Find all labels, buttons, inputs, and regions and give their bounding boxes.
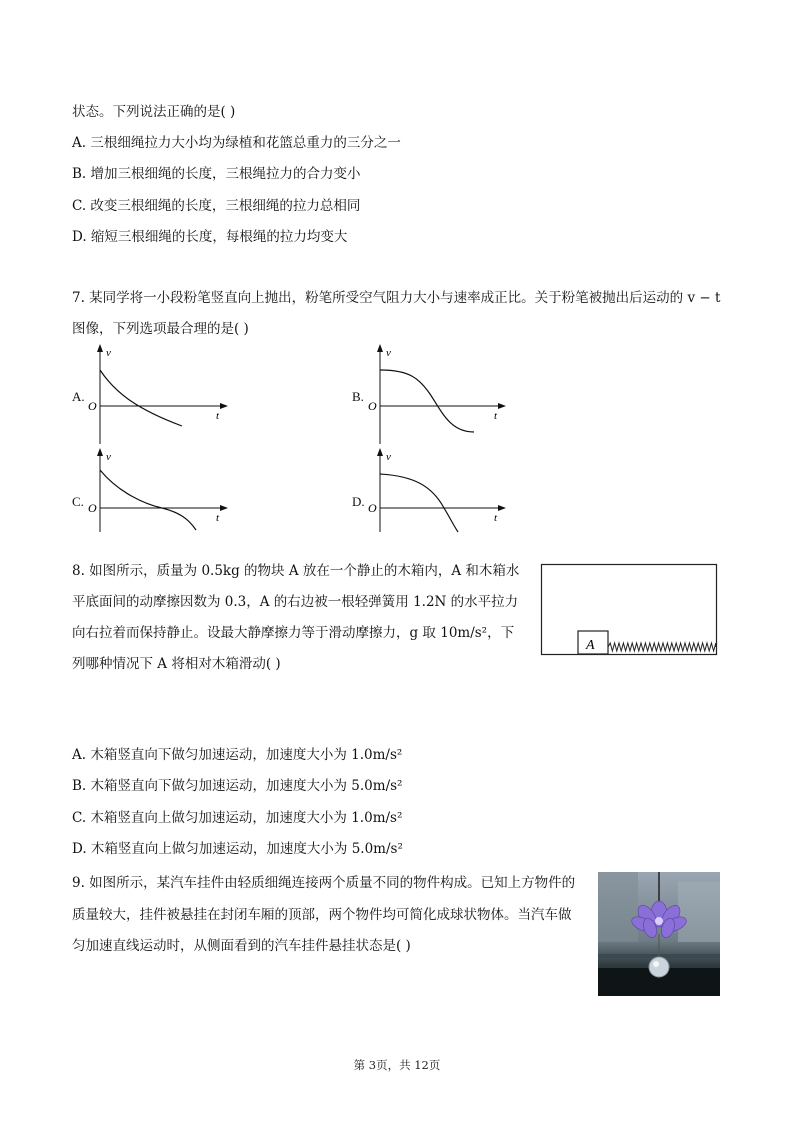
q7-stem-line1: 7. 某同学将一小段粉笔竖直向上抛出，粉笔所受空气阻力大小与速率成正比。关于粉笔被抛出后运动的 v − t	[72, 290, 721, 306]
q8-option-a: A. 木箱竖直向下做匀加速运动，加速度大小为 1.0m/s²	[72, 747, 403, 763]
q7-graph-a-v-label: v	[106, 347, 111, 359]
q7-graph-d-t-label: t	[494, 512, 498, 524]
q7-graph-b	[364, 342, 514, 447]
q6-stem-tail: 状态。下列说法正确的是( )	[72, 104, 236, 120]
q6-option-c: C. 改变三根细绳的长度，三根细绳的拉力总相同	[72, 198, 361, 214]
q8-box-figure	[540, 563, 720, 658]
q7-graph-c-curve	[100, 470, 196, 530]
q7-graph-c	[84, 446, 234, 534]
spring	[608, 643, 716, 651]
q7-graph-d-v-label: v	[386, 451, 391, 463]
q9-stem-line3: 匀加速直线运动时，从侧面看到的汽车挂件悬挂状态是( )	[72, 938, 411, 954]
q7-graph-b-v-label: v	[386, 347, 391, 359]
q7-graph-b-t-label: t	[494, 410, 498, 422]
q9-stem-line1: 9. 如图所示，某汽车挂件由轻质细绳连接两个质量不同的物件构成。已知上方物件的	[72, 875, 576, 891]
q9-stem-line2: 质量较大，挂件被悬挂在封闭车厢的顶部，两个物件均可简化成球状物体。当汽车做	[72, 907, 572, 923]
q7-graph-c-t-label: t	[216, 512, 220, 524]
q8-stem-line4: 列哪种情况下 A 将相对木箱滑动( )	[72, 656, 281, 672]
q7-graph-a-origin-label: O	[88, 399, 97, 413]
q7-graph-a-t-label: t	[216, 410, 220, 422]
block-a-label: A	[586, 638, 595, 653]
q8-stem-line1: 8. 如图所示，质量为 0.5kg 的物块 A 放在一个静止的木箱内，A 和木箱水	[72, 563, 520, 579]
q7-graph-d-origin-label: O	[368, 501, 377, 515]
q7-graph-d	[364, 446, 514, 534]
q7-graph-d-curve	[380, 474, 458, 532]
q7-graph-c-origin-label: O	[88, 501, 97, 515]
q7-graph-a-label: A.	[72, 389, 85, 404]
q7-graph-d-label: D.	[352, 494, 365, 509]
q7-graph-b-origin-label: O	[368, 399, 377, 413]
q7-graph-a	[84, 342, 234, 447]
q8-option-c: C. 木箱竖直向上做匀加速运动，加速度大小为 1.0m/s²	[72, 810, 403, 826]
page-footer: 第 3页，共 12页	[353, 1058, 441, 1072]
q8-option-b: B. 木箱竖直向下做匀加速运动，加速度大小为 5.0m/s²	[72, 778, 403, 794]
q7-graph-c-v-label: v	[106, 451, 111, 463]
q6-option-a: A. 三根细绳拉力大小均为绿植和花篮总重力的三分之一	[72, 135, 401, 151]
q7-graph-b-curve	[380, 370, 474, 432]
q6-option-b: B. 增加三根细绳的长度，三根绳拉力的合力变小	[72, 166, 361, 182]
wooden-box	[542, 565, 717, 655]
q8-stem-line3: 向右拉着而保持静止。设最大静摩擦力等于滑动摩擦力，g 取 10m/s²，下	[72, 625, 515, 641]
q8-stem-line2: 平底面间的动摩擦因数为 0.3，A 的右边被一根轻弹簧用 1.2N 的水平拉力	[72, 594, 519, 610]
q7-graph-b-label: B.	[352, 389, 364, 404]
q7-graph-a-curve	[100, 370, 182, 426]
q7-stem-line2: 图像，下列选项最合理的是( )	[72, 321, 249, 337]
q8-option-d: D. 木箱竖直向上做匀加速运动，加速度大小为 5.0m/s²	[72, 841, 403, 857]
q6-option-d: D. 缩短三根细绳的长度，每根绳的拉力均变大	[72, 229, 348, 245]
car-ornament-photo	[598, 872, 720, 996]
q7-graph-c-label: C.	[72, 494, 84, 509]
